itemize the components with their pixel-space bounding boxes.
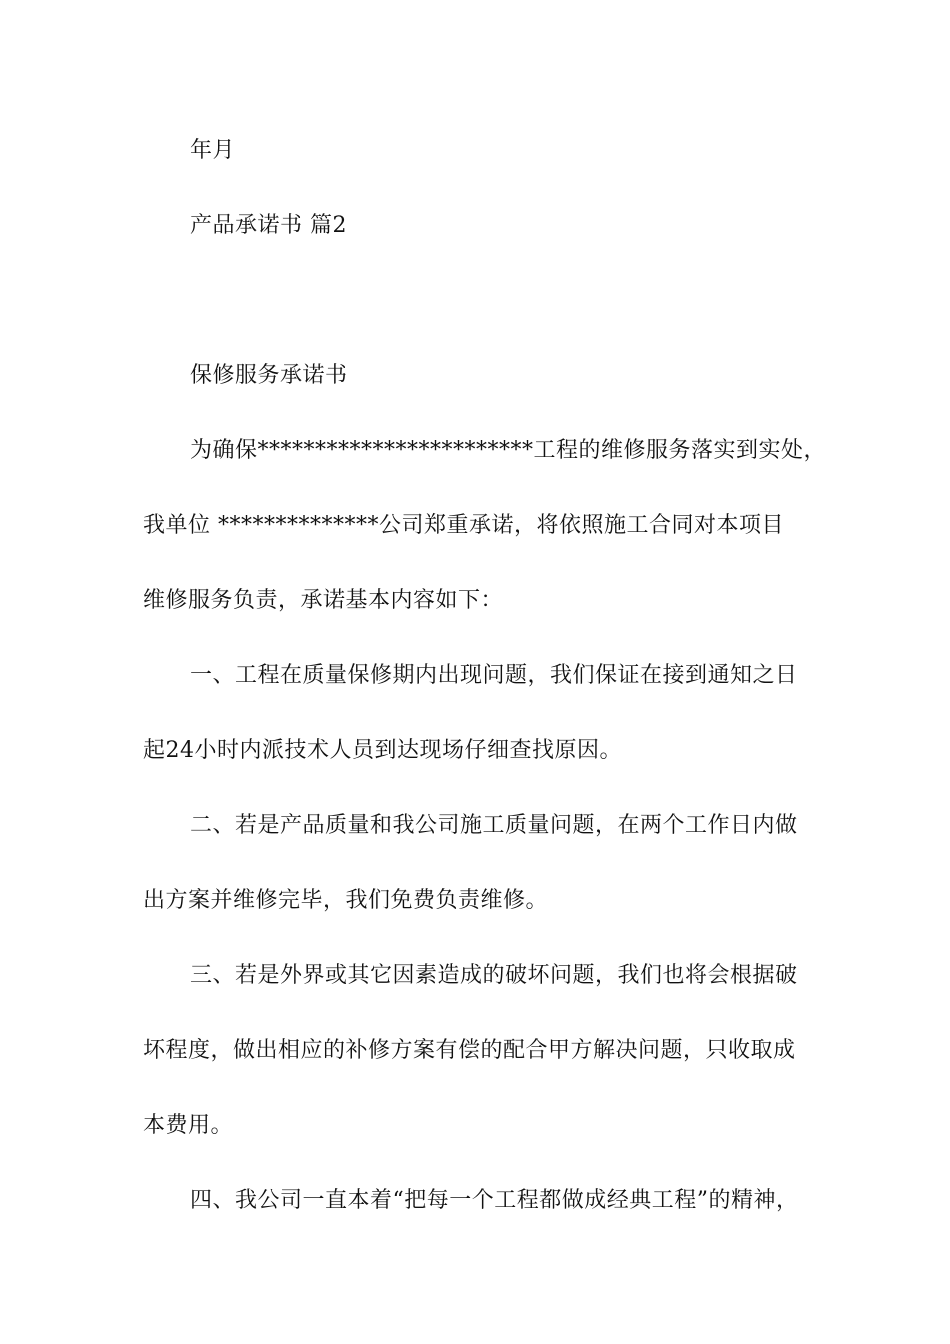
paragraph-line: 维修服务负责，承诺基本内容如下： [143,588,504,613]
paragraph-line: 四、我公司一直本着“把每一个工程都做成经典工程”的精神， [190,1188,799,1213]
section-heading: 产品承诺书 篇2 [190,213,347,238]
paragraph-line: 为确保************************工程的维修服务落实到实处， [190,438,827,463]
document-title: 保修服务承诺书 [190,363,348,388]
paragraph-line: 出方案并维修完毕，我们免费负责维修。 [143,888,549,913]
paragraph-line: 二、若是产品质量和我公司施工质量问题，在两个工作日内做 [190,813,798,838]
paragraph-line: 起24小时内派技术人员到达现场仔细查找原因。 [143,738,622,763]
paragraph-line: 一、工程在质量保修期内出现问题，我们保证在接到通知之日 [190,663,798,688]
paragraph-line: 本费用。 [143,1113,234,1138]
date-line: 年月 [190,138,236,163]
paragraph-line: 我单位 **************公司郑重承诺，将依照施工合同对本项目 [143,513,784,538]
paragraph-line: 三、若是外界或其它因素造成的破坏问题，我们也将会根据破 [190,963,798,988]
paragraph-line: 坏程度，做出相应的补修方案有偿的配合甲方解决问题，只收取成 [143,1038,796,1063]
